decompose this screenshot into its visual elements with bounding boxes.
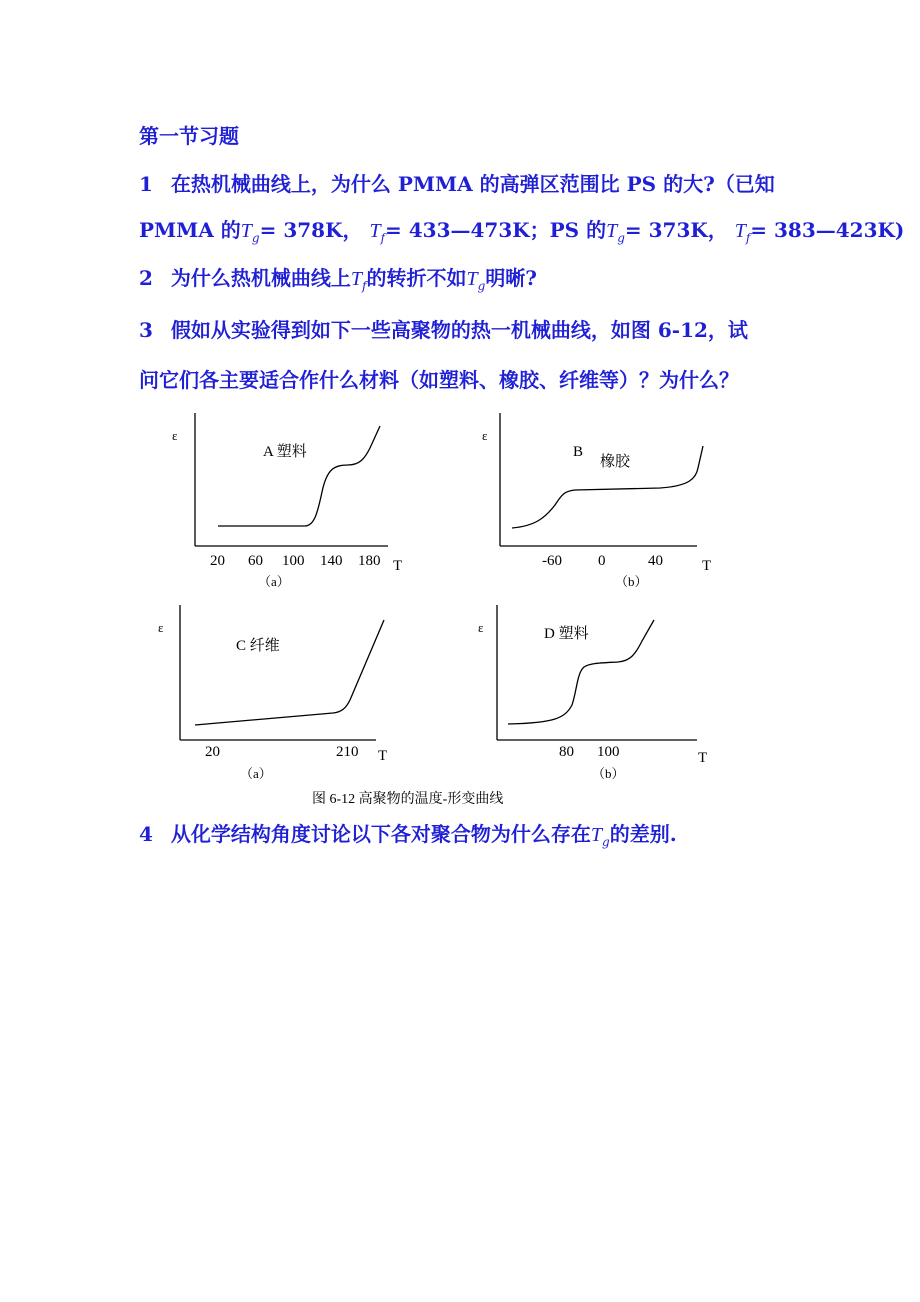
x-tick: 0	[598, 553, 606, 569]
question-3-line-1: 3 假如从实验得到如下一些高聚物的热一机械曲线，如图 6-12，试	[139, 318, 748, 342]
chart-d	[497, 605, 697, 740]
sub-caption: （b）	[592, 766, 625, 781]
x-tick: 40	[648, 553, 663, 569]
chart-c	[180, 605, 384, 740]
chart-b	[500, 413, 703, 546]
x-tick: 60	[248, 553, 263, 569]
x-axis-label: T	[393, 558, 403, 574]
sub-caption: （a）	[258, 574, 290, 589]
sub-caption: （a）	[240, 766, 272, 781]
section-title: 第一节习题	[139, 124, 239, 148]
y-axis-label: ε	[478, 620, 484, 635]
chart-a	[195, 413, 388, 546]
x-axis-label: T	[378, 748, 388, 764]
x-tick: 20	[210, 553, 225, 569]
x-axis-label: T	[698, 750, 708, 766]
x-tick: 140	[320, 553, 343, 569]
question-3-line-2: 问它们各主要适合作什么材料（如塑料、橡胶、纤维等）？为什么？	[139, 368, 739, 392]
figure-caption: 图 6-12 高聚物的温度-形变曲线	[312, 792, 504, 807]
curve-a	[218, 426, 380, 526]
x-tick: 80	[559, 744, 574, 760]
chart-label: D 塑料	[544, 626, 589, 642]
y-axis-label: ε	[482, 428, 488, 443]
x-tick: 100	[597, 744, 620, 760]
y-axis-label: ε	[172, 428, 178, 443]
x-tick: -60	[542, 553, 562, 569]
chart-label: C 纤维	[236, 638, 280, 654]
curve-c	[195, 620, 384, 725]
chart-label: A 塑料	[263, 444, 307, 460]
x-tick: 100	[282, 553, 305, 569]
question-text: 在热机械曲线上，为什么 PMMA 的高弹区范围比 PS 的大?（已知	[170, 172, 775, 196]
sub-caption: （b）	[615, 574, 648, 589]
chart-label-letter: B	[573, 444, 584, 460]
question-1-line-2: PMMA 的$T_g= 378K$， $T_f=$ 433—473K；PS 的$T_g= 373K$， $T_f=$ 383—423K)	[139, 218, 905, 245]
question-4: 4 从化学结构角度讨论以下各对聚合物为什么存在$T_g$的差别.	[139, 822, 677, 849]
x-tick: 180	[358, 553, 381, 569]
y-axis-label: ε	[158, 620, 164, 635]
question-2: 2 为什么热机械曲线上$T_f$的转折不如$T_g$明晰?	[139, 266, 538, 293]
x-axis-label: T	[702, 558, 712, 574]
x-tick: 20	[205, 744, 220, 760]
chart-label: 橡胶	[600, 454, 631, 470]
x-tick: 210	[336, 744, 359, 760]
question-number: 1	[139, 172, 153, 196]
